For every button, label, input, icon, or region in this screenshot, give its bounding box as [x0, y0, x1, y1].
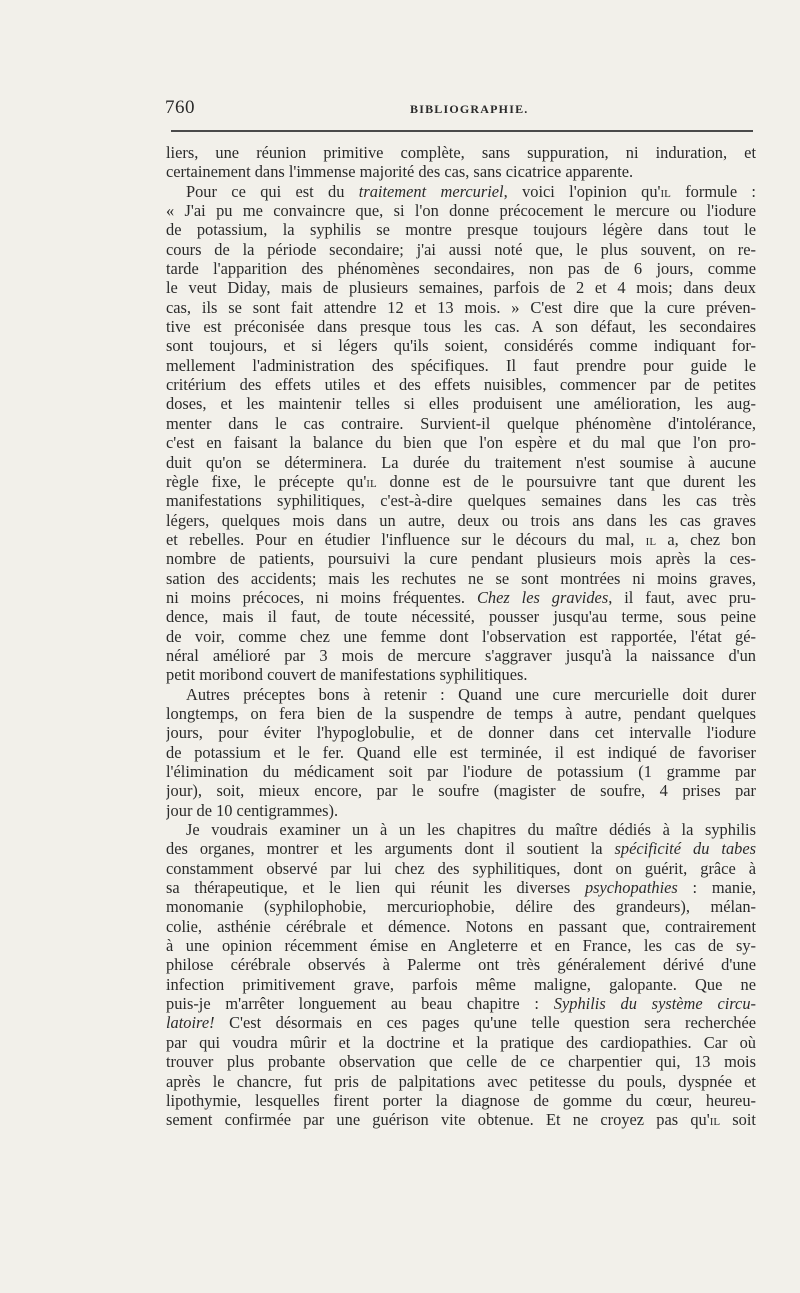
- text-line: [166, 588, 756, 607]
- text-run: de potassium, la syphilis se montre presque toujours légère dans tout le: [166, 220, 756, 240]
- text-line: [166, 936, 756, 955]
- text-line: [166, 1013, 756, 1032]
- running-title: BIBLIOGRAPHIE.: [410, 102, 529, 116]
- text-run: longtemps, on fera bien de la suspendre de temps à autre, pendant quelques: [166, 703, 756, 723]
- text-line: [166, 781, 756, 800]
- text-run: c'est en faisant la balance du bien que l'on espère et du mal que l'on pro-: [166, 433, 756, 453]
- text-run: jour), soit, mieux encore, par le soufre (magister de soufre, 4 prises par: [166, 781, 756, 801]
- text-line: [166, 859, 756, 878]
- text-run: légers, quelques mois dans un autre, deux ou trois ans dans les cas graves: [166, 510, 756, 530]
- text-run: philose cérébrale observés à Palerme ont très généralement dérivé d'une: [166, 955, 756, 975]
- text-run: , voici l'opinion qu': [503, 181, 661, 201]
- text-run: lipothymie, lesquelles firent porter la diagnose de gomme du cœur, heureu-: [166, 1090, 756, 1110]
- text-line: [166, 1110, 756, 1129]
- italic-text: psychopathies: [584, 878, 678, 898]
- text-run: et rebelles. Pour en étudier l'influence sur le décours du mal,: [166, 529, 646, 549]
- text-line: [166, 278, 756, 297]
- text-run: tive est préconisée dans presque tous les cas. A son défaut, les secondaires: [166, 317, 756, 337]
- text-line: [166, 723, 756, 742]
- text-run: néral amélioré par 3 mois de mercure s'aggraver jusqu'à la naissance d'un: [166, 645, 756, 665]
- text-run: jours, pour éviter l'hypoglobulie, et de donner dans cet intervalle l'iodure: [166, 723, 756, 743]
- text-line: [166, 975, 756, 994]
- text-run: ni moins précoces, ni moins fréquentes.: [166, 587, 477, 607]
- text-line: [166, 356, 756, 375]
- text-run: trouver plus probante observation que celle de ce charpentier qui, 13 mois: [166, 1052, 756, 1072]
- text-run: menter dans le cas contraire. Survient-il quelque phénomène d'intolérance,: [166, 413, 756, 433]
- text-line: [166, 685, 756, 704]
- text-line: [166, 820, 756, 839]
- text-line: [166, 646, 756, 665]
- text-run: nombre de patients, poursuivi la cure pendant plusieurs mois après la ces-: [166, 549, 756, 569]
- text-run: cas, ils se sont fait attendre 12 et 13 mois. » C'est dire que la cure préven-: [166, 297, 756, 317]
- text-run: de voir, comme chez une femme dont l'observation est rapportée, l'état gé-: [166, 626, 756, 646]
- text-line: [166, 433, 756, 452]
- text-run: « J'ai pu me convaincre que, si l'on donne précocement le mercure ou l'iodure: [166, 201, 756, 221]
- text-run: doses, et les maintenir telles si elles produisent une amélioration, les aug-: [166, 394, 756, 414]
- text-run: Pour ce qui est du: [186, 181, 359, 201]
- italic-text: Chez les gravides: [476, 587, 609, 607]
- text-run: l'élimination du médicament soit par l'iodure de potassium (1 gramme par: [166, 762, 756, 781]
- text-run: après le chancre, fut pris de palpitations avec petitesse du pouls, dyspnée et: [166, 1071, 756, 1091]
- page-header: [165, 97, 753, 123]
- text-line: [166, 801, 756, 820]
- text-run: jour de 10 centigrammes).: [166, 800, 339, 820]
- text-run: puis-je m'arrêter longuement au beau chapitre :: [166, 994, 554, 1014]
- text-line: [166, 994, 756, 1013]
- italic-text: Syphilis du système circu-: [553, 994, 756, 1014]
- text-line: [166, 607, 756, 626]
- text-run: soit: [720, 1110, 756, 1130]
- text-line: [166, 336, 756, 355]
- text-line: [166, 1052, 756, 1071]
- text-line: [166, 549, 756, 568]
- text-run: infection primitivement grave, parfois même maligne, galopante. Que ne: [166, 974, 756, 994]
- text-run: C'est désormais en ces pages qu'une telle question sera recherchée: [214, 1013, 756, 1033]
- text-line: [166, 143, 756, 162]
- body-text: [166, 143, 756, 1130]
- text-line: [166, 569, 756, 588]
- text-line: [166, 878, 756, 897]
- text-line: [166, 762, 756, 781]
- text-run: dence, mais il faut, de toute nécessité, pousser jusqu'au terme, sous peine: [166, 607, 756, 627]
- text-line: [166, 1072, 756, 1091]
- text-line: [166, 530, 756, 549]
- italic-text: traitement mercuriel: [358, 181, 504, 201]
- text-line: [166, 259, 756, 278]
- text-line: [166, 1091, 756, 1110]
- text-run: critérium des effets utiles et des effets nuisibles, commencer par de petites: [166, 375, 756, 395]
- text-run: donne est de le poursuivre tant que durent les: [376, 471, 756, 491]
- text-run: , il faut, avec pru-: [608, 587, 756, 607]
- text-run: colie, asthénie cérébrale et démence. Notons en passant que, contrairement: [166, 916, 756, 936]
- text-run: duit qu'on se déterminera. La durée du traitement n'est soumise à aucune: [166, 452, 756, 472]
- text-line: [166, 839, 756, 858]
- text-run: certainement dans l'immense majorité des cas, sans cicatrice apparente.: [166, 162, 634, 182]
- text-line: [166, 665, 756, 684]
- text-line: [166, 201, 756, 220]
- text-run: monomanie (syphilophobie, mercuriophobie, délire des grandeurs), mélan-: [166, 897, 756, 917]
- text-run: constamment observé par lui chez des syphilitiques, dont on guérit, grâce à: [166, 858, 756, 878]
- small-caps-text: il: [660, 181, 671, 201]
- text-line: [166, 491, 756, 510]
- text-line: [166, 627, 756, 646]
- text-run: manifestations syphilitiques, c'est-à-dire quelques semaines dans les cas très: [166, 491, 756, 511]
- text-run: a, chez bon: [656, 529, 756, 549]
- text-run: liers, une réunion primitive complète, sans suppuration, ni induration, et: [166, 143, 756, 162]
- text-run: sa thérapeutique, et le lien qui réunit les diverses: [166, 878, 585, 898]
- small-caps-text: il: [645, 529, 657, 549]
- text-line: [166, 704, 756, 723]
- text-line: [166, 414, 756, 433]
- text-run: à une opinion récemment émise en Angleterre et en France, les cas de sy-: [166, 936, 756, 956]
- text-line: [166, 394, 756, 413]
- text-line: [166, 375, 756, 394]
- text-run: règle fixe, le précepte qu': [166, 471, 367, 491]
- text-run: petit moribond couvert de manifestations syphilitiques.: [166, 665, 528, 685]
- text-run: le veut Diday, mais de plusieurs semaines, parfois de 2 et 4 mois; dans deux: [166, 278, 756, 298]
- text-line: [166, 162, 756, 181]
- text-line: [166, 472, 756, 491]
- text-run: cours de la période secondaire; j'ai aussi noté que, le plus souvent, on re-: [166, 239, 756, 259]
- text-line: [166, 917, 756, 936]
- text-line: [166, 511, 756, 530]
- text-line: [166, 897, 756, 916]
- text-run: des organes, montrer et les arguments dont il soutient la: [166, 839, 615, 859]
- text-run: sation des accidents; mais les rechutes ne se sont montrées ni moins graves,: [166, 568, 756, 588]
- text-line: [166, 955, 756, 974]
- text-run: Autres préceptes bons à retenir : Quand une cure mercurielle doit durer: [186, 684, 756, 704]
- text-run: mellement l'administration des spécifiques. Il faut prendre pour guide le: [166, 355, 756, 375]
- text-line: [166, 453, 756, 472]
- small-caps-text: il: [709, 1110, 721, 1130]
- text-run: Je voudrais examiner un à un les chapitres du maître dédiés à la syphilis: [186, 820, 756, 840]
- italic-text: spécificité du tabes: [614, 839, 756, 859]
- page-number: 760: [165, 97, 195, 118]
- text-line: [166, 182, 756, 201]
- text-line: [166, 298, 756, 317]
- header-rule: [171, 130, 753, 132]
- text-line: [166, 743, 756, 762]
- text-run: de potassium et le fer. Quand elle est terminée, il est indiqué de favoriser: [166, 742, 756, 762]
- text-run: : manie,: [677, 878, 756, 898]
- text-run: formule :: [670, 181, 756, 201]
- text-run: sement confirmée par une guérison vite obtenue. Et ne croyez pas qu': [166, 1110, 710, 1130]
- text-line: [166, 317, 756, 336]
- italic-text: latoire!: [166, 1013, 215, 1033]
- text-line: [166, 1033, 756, 1052]
- text-run: sont toujours, et si légers qu'ils soient, considérés comme indiquant for-: [166, 336, 756, 356]
- small-caps-text: il: [366, 471, 377, 491]
- text-line: [166, 240, 756, 259]
- text-line: [166, 220, 756, 239]
- text-run: tarde l'apparition des phénomènes secondaires, non pas de 6 jours, comme: [166, 259, 756, 279]
- text-run: par qui voudra mûrir et la doctrine et la pratique des cardiopathies. Car où: [166, 1032, 756, 1052]
